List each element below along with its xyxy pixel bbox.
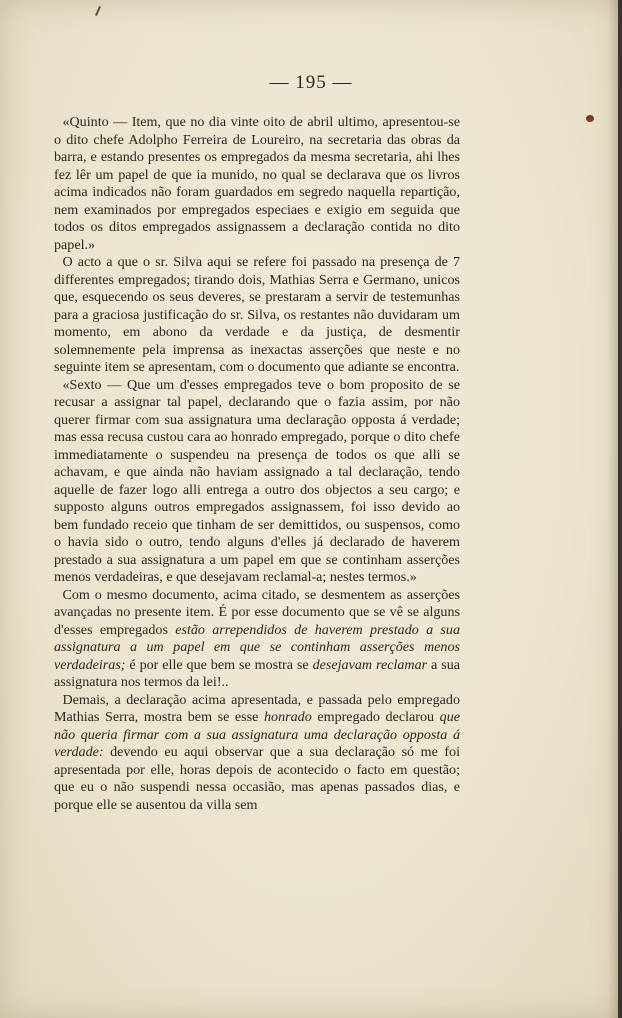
italic-run: que não queria firmar com a sua assignatura uma declaração opposta á verdade: xyxy=(54,709,460,760)
italic-run: honrado xyxy=(263,709,312,725)
stain-mark xyxy=(586,115,594,122)
paragraph-demais xyxy=(54,692,460,815)
body-text xyxy=(54,114,460,814)
text-run: é por elle que bem se mostra se xyxy=(125,656,313,673)
text-run: a sua assignatura nos termos da lei!.. xyxy=(54,656,460,690)
page-number: — 195 — xyxy=(269,72,353,93)
paragraph-acto: O acto a que o sr. Silva aqui se refere foi passado na presença de 7 differentes empregados; tirando dois, Mathias Serra e Germano, unicos que, esquecendo os seus deveres, se prestaram a servir de testemunhas para a graciosa justificação do sr. Silva, os restantes não duvidaram um momento, em abono da verdade e da justiça, de desmentir solemnemente pela imprensa as inexactas asserções que neste e no seguinte item se apresentam, com o documento que adiante se encontra. xyxy=(54,254,460,375)
paragraph-documento xyxy=(54,587,460,692)
italic-run: estão arrependidos de haverem prestado a sua assignatura a um papel em que se continham asserções menos verdadeiras; xyxy=(54,621,460,673)
book-spine xyxy=(618,0,622,1018)
text-run: devendo eu aqui observar que a sua declaração só me foi apresentada por elle, horas depois de acontecido o facto em questão; que eu o não suspendi nessa occasião, mas apenas passados dias, e porque elle se ausentou da villa sem xyxy=(54,744,460,813)
paragraph-sexto: «Sexto — Que um d'esses empregados teve o bom proposito de se recusar a assignar tal papel, declarando que o fazia assim, por não querer firmar com sua assignatura uma declaração opposta á verdade; mas essa recusa custou cara ao honrado empregado, porque o dito chefe immediatamente o suspendeu na presença de todos os que alli se achavam, e que ainda não haviam assignado a tal declaração, tendo aquelle de fazer logo alli entrega a outro dos objectos a seu cargo; e supposto alguns outros empregados assignassem, foi isso devido ao bem fundado receio que tinham de ser demittidos, ou suspensos, como o havia sido o outro, tendo alguns d'elles já declarado de haverem prestado a sua assignatura a um papel em que se continham asserções menos verdadeiras, e que desejavam reclamal-a; nestes termos.» xyxy=(54,376,460,585)
text-run: empregado declarou xyxy=(311,709,440,725)
text-run: Demais, a declaração acima apresentada, e passada pelo empregado Mathias Serra, mostra bem se esse xyxy=(54,691,460,725)
italic-run: desejavam reclamar xyxy=(312,656,428,673)
page-edge-shadow xyxy=(608,0,618,1018)
ink-mark xyxy=(95,6,101,16)
paragraph-quinto: «Quinto — Item, que no dia vinte oito de abril ultimo, apresentou-se o dito chefe Adolpho Ferreira de Loureiro, na secretaria das obras da barra, e estando presentes os empregados da mesma secretaria, ahi lhes fez lêr um papel de que ia munido, no qual se declarava que os livros acima indicados não foram guardados em segredo naquella repartição, nem examinados por empregados especiaes e exigio em seguida que todos os ditos empregados assignassem a declaração contida no dito papel.» xyxy=(54,114,460,253)
text-run: Com o mesmo documento, acima citado, se desmentem as asserções avançadas no presente item. É por esse documento que se vê se alguns d'esses empregados xyxy=(54,586,460,638)
